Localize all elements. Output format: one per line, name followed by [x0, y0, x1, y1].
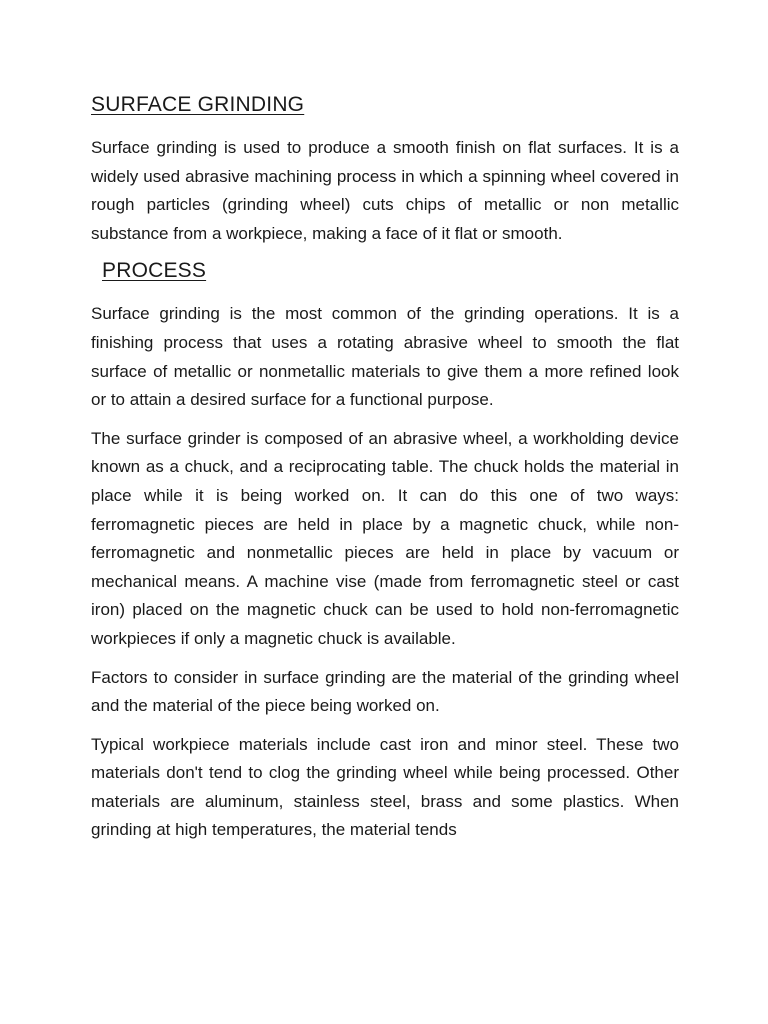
paragraph-process-overview: Surface grinding is the most common of the grinding operations. It is a finishing process that uses a rotating abrasive wheel to smooth the flat surface of metallic or nonmetallic materials to give them a more refined look or to attain a desired surface for a functional purpose. [91, 304, 679, 410]
section-heading-surface-grinding: SURFACE GRINDING [91, 93, 305, 116]
paragraph-materials: Typical workpiece materials include cast iron and minor steel. These two materials don't tend to clog the grinding wheel while being processed. Other materials are aluminum, stainless steel, brass and some plastics. When grinding at high temperatures, the material tends [91, 734, 679, 840]
document-page [91, 88, 679, 845]
paragraph-grinder-components: The surface grinder is composed of an abrasive wheel, a workholding device known as a chuck, and a reciprocating table. The chuck holds the material in place while it is being worked on. It can do this one of two ways: ferromagnetic pieces are held in place by a magnetic chuck, while non-ferromagnetic and nonmetallic pieces are held in place by vacuum or mechanical means. A machine vise (made from ferromagnetic steel or cast iron) placed on the magnetic chuck can be used to hold non-ferromagnetic workpieces if only a magnetic chuck is available. [91, 428, 679, 648]
paragraph-intro: Surface grinding is used to produce a smooth finish on flat surfaces. It is a widely used abrasive machining process in which a spinning wheel covered in rough particles (grinding wheel) cuts chips of metallic or non metallic substance from a workpiece, making a face of it flat or smooth. [91, 138, 679, 243]
paragraph-factors: Factors to consider in surface grinding are the material of the grinding wheel and the material of the piece being worked on. [91, 667, 679, 716]
section-heading-process: PROCESS [102, 259, 207, 283]
